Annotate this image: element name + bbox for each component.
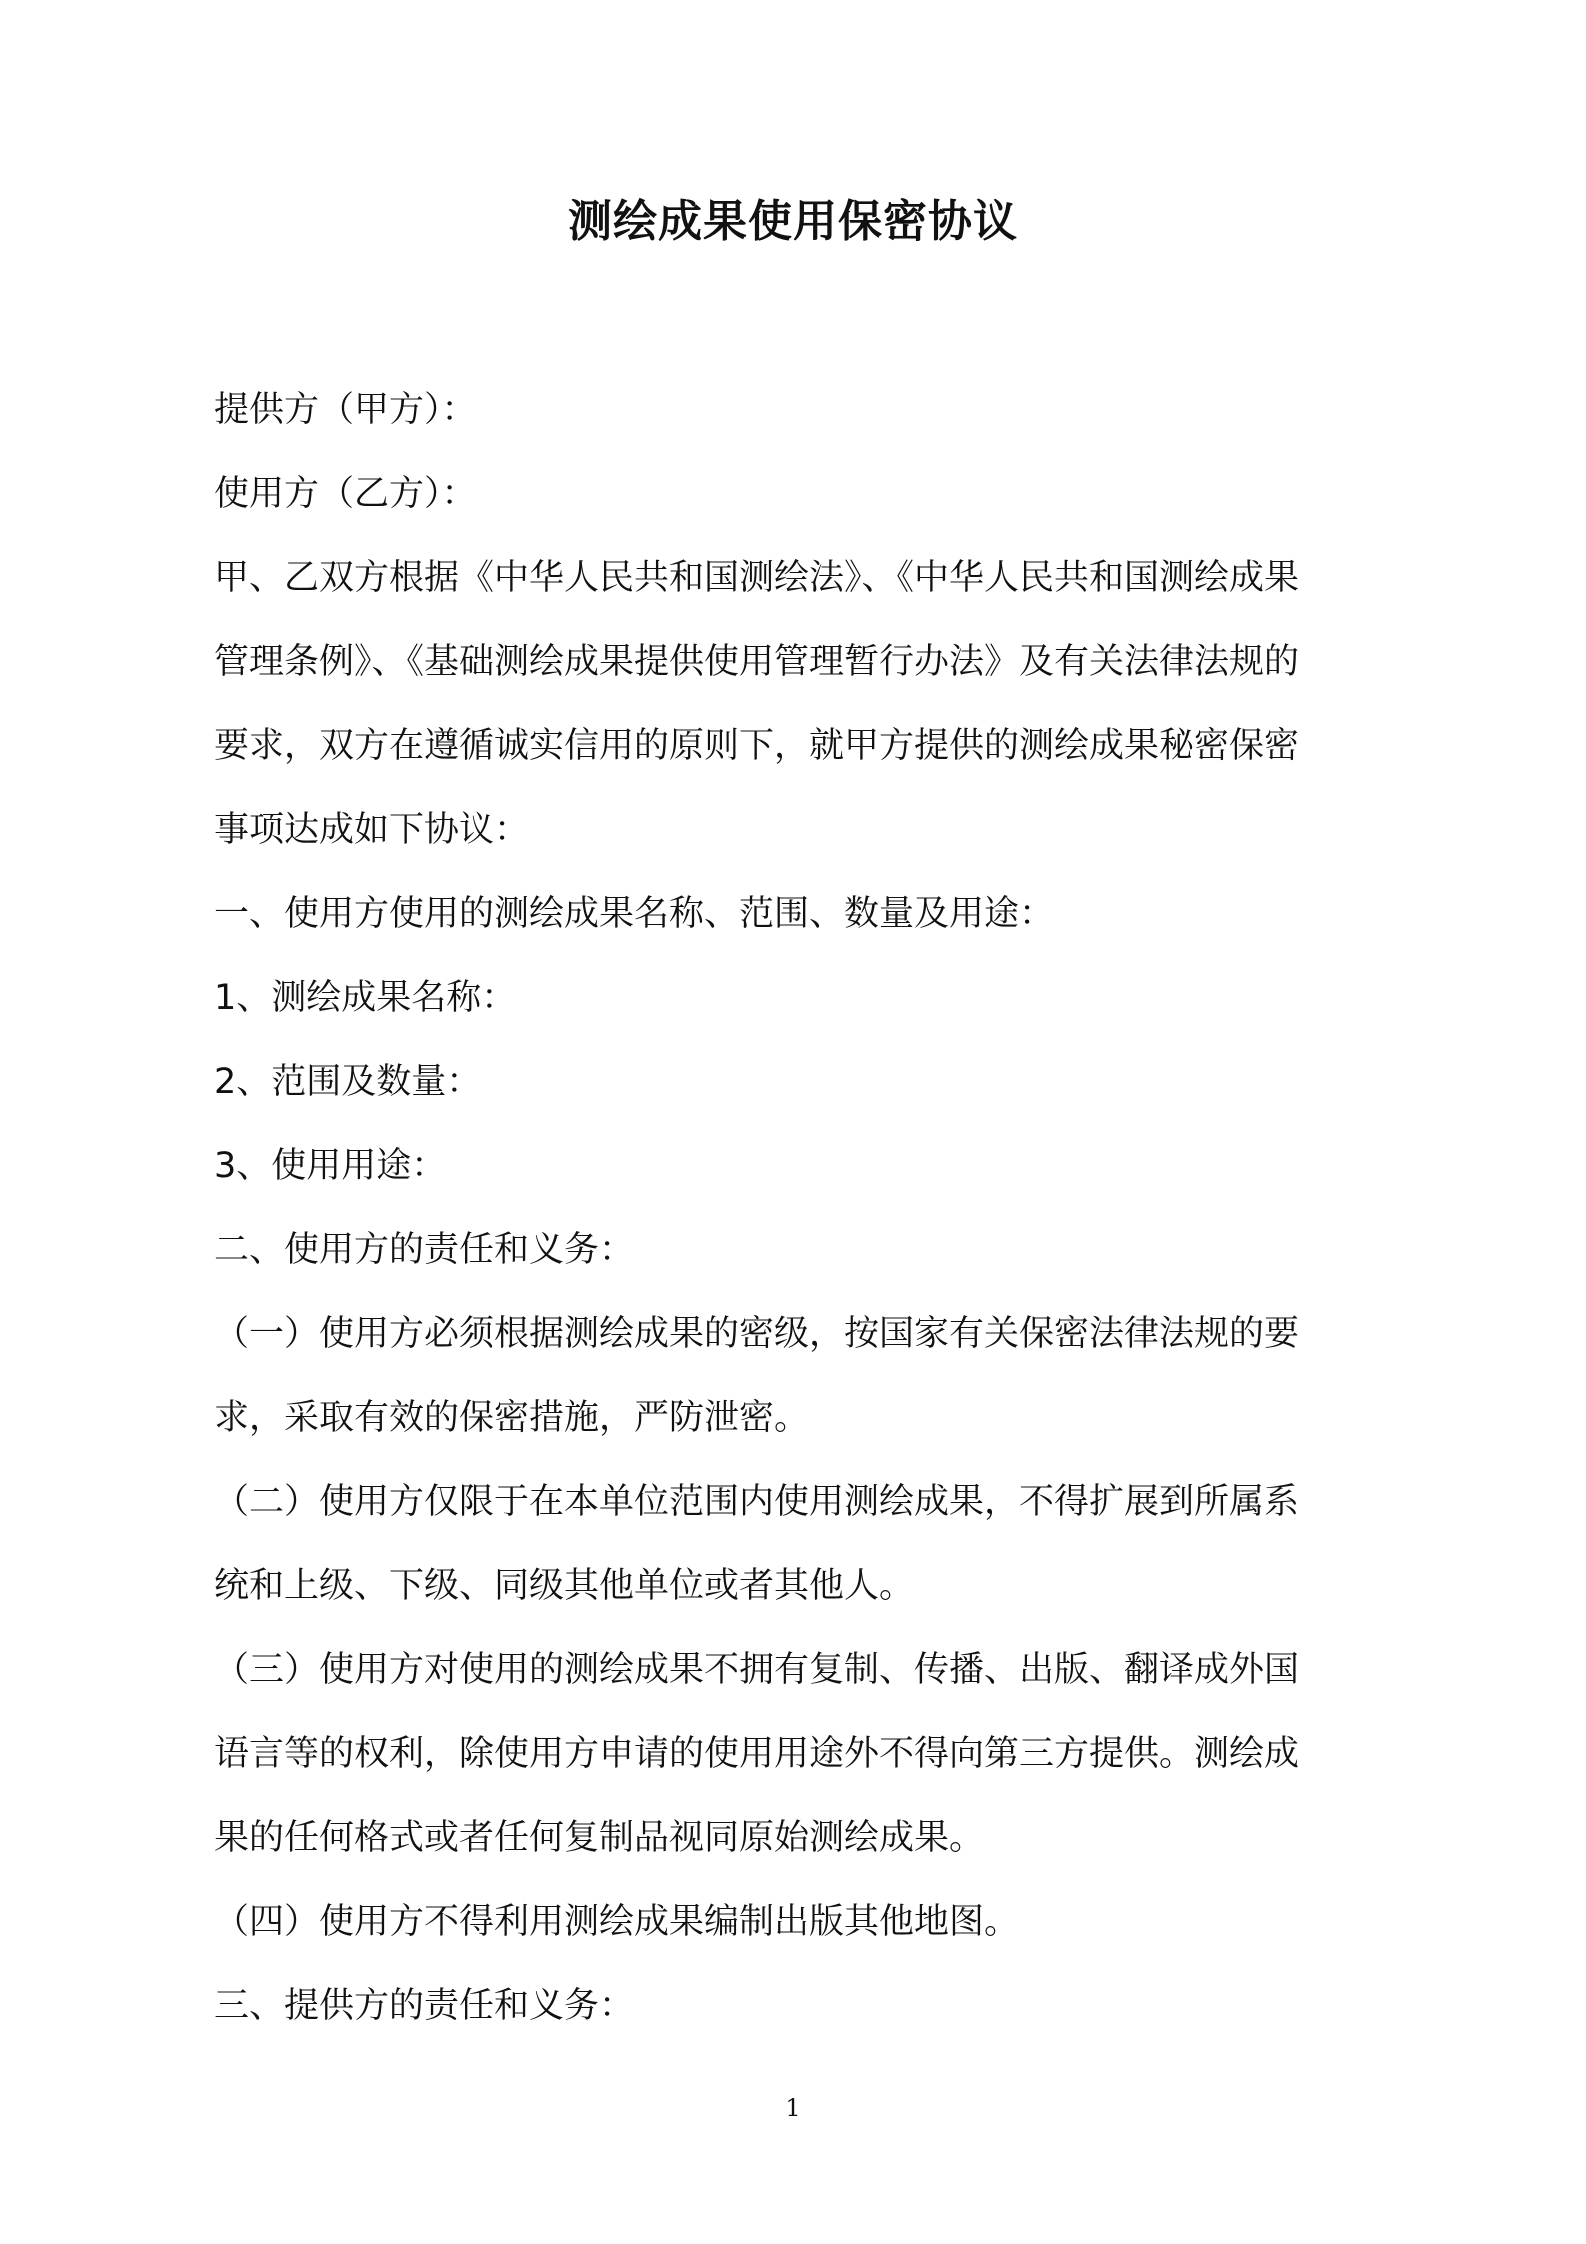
body-text-line: 管理条例》、《基础测绘成果提供使用管理暂行办法》及有关法律法规的 <box>214 642 1300 682</box>
party-a-line: 提供方（甲方）： <box>214 390 477 430</box>
clause-line: （四）使用方不得利用测绘成果编制出版其他地图。 <box>214 1902 1020 1942</box>
body-text-line: 事项达成如下协议： <box>214 810 530 850</box>
clause-line: 果的任何格式或者任何复制品视同原始测绘成果。 <box>214 1818 985 1858</box>
page-number: 1 <box>785 2094 801 2122</box>
party-b-line: 使用方（乙方）： <box>214 474 477 514</box>
body-text-line: 要求，双方在遵循诚实信用的原则下，就甲方提供的测绘成果秘密保密 <box>214 726 1300 766</box>
clause-line: （三）使用方对使用的测绘成果不拥有复制、传播、出版、翻译成外国 <box>214 1650 1300 1690</box>
section-heading: 二、使用方的责任和义务： <box>214 1230 635 1270</box>
clause-line: 求，采取有效的保密措施，严防泄密。 <box>214 1398 810 1438</box>
clause-line: （一）使用方必须根据测绘成果的密级，按国家有关保密法律法规的要 <box>214 1314 1300 1354</box>
document-title: 测绘成果使用保密协议 <box>568 196 1018 247</box>
section-heading: 三、提供方的责任和义务： <box>214 1986 635 2026</box>
clause-line: （二）使用方仅限于在本单位范围内使用测绘成果，不得扩展到所属系 <box>214 1482 1300 1522</box>
clause-line: 语言等的权利，除使用方申请的使用用途外不得向第三方提供。测绘成 <box>214 1734 1300 1774</box>
list-item: 1、测绘成果名称： <box>214 978 517 1018</box>
list-item: 2、范围及数量： <box>214 1062 482 1102</box>
clause-line: 统和上级、下级、同级其他单位或者其他人。 <box>214 1566 915 1606</box>
body-text-line: 甲、乙双方根据《中华人民共和国测绘法》、《中华人民共和国测绘成果 <box>214 558 1300 598</box>
list-item: 3、使用用途： <box>214 1146 447 1186</box>
section-heading: 一、使用方使用的测绘成果名称、范围、数量及用途： <box>214 894 1055 934</box>
